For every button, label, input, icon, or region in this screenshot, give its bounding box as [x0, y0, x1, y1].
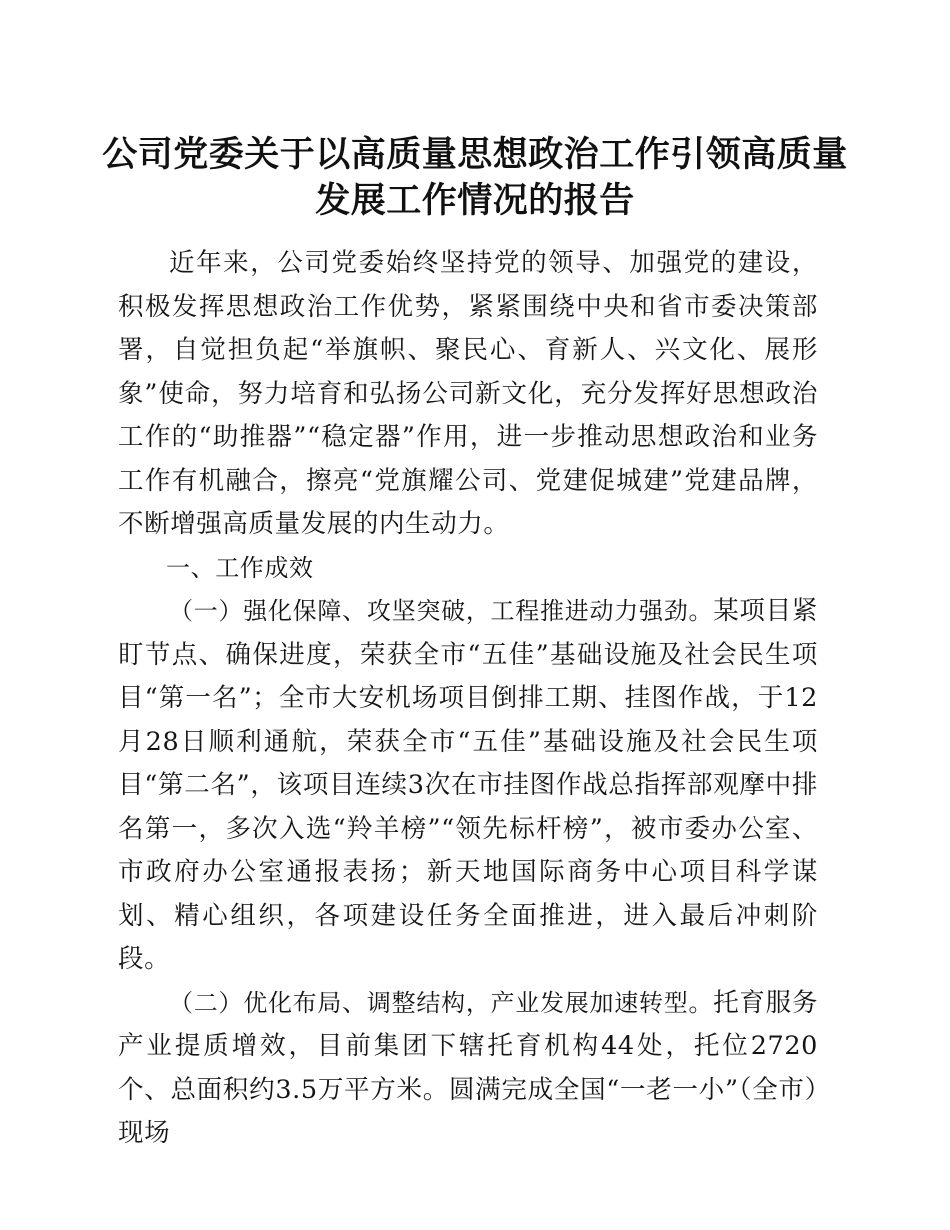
item-1-heading: （一）强化保障、攻坚突破，工程推进动力强劲。 — [169, 597, 714, 625]
item-2-heading: （二）优化布局、调整结构，产业发展加速转型。 — [169, 988, 714, 1017]
item-1-body: 某项目紧盯节点、确保进度，荣获全市“五佳”基础设施及社会民生项目“第一名”；全市大安机场项目倒排工期、挂图作战，于12月28日顺利通航，荣获全市“五佳”基础设施及社会民生项目“第二名”，该项目连续3次在市挂图作战总指挥部观摩中排名第一，多次入选“羚羊榜”“领先标杆榜”，被市委办公室、市政府办公室通报表扬；新天地国际商务中心项目科学谋划、精心组织，各项建设任务全面推进，进入最后冲刺阶段。 — [118, 596, 818, 974]
item-2-paragraph — [118, 982, 818, 1156]
document-title: 公司党委关于以高质量思想政治工作引领高质量发展工作情况的报告 — [102, 134, 848, 221]
document-body — [118, 242, 818, 1156]
section-heading-work-results: 一、工作成效 — [166, 553, 314, 582]
item-2-body: 托育服务产业提质增效，目前集团下辖托育机构44处，托位2720个、总面积约3.5万平方米。圆满完成全国“一老一小”（全市）现场 — [118, 987, 818, 1148]
item-1-paragraph — [118, 590, 818, 982]
intro-paragraph: 近年来，公司党委始终坚持党的领导、加强党的建设，积极发挥思想政治工作优势，紧紧围绕中央和省市委决策部署，自觉担负起“举旗帜、聚民心、育新人、兴文化、展形象”使命，努力培育和弘扬公司新文化，充分发挥好思想政治工作的“助推器”“稳定器”作用，进一步推动思想政治和业务工作有机融合，擦亮“党旗耀公司、党建促城建”党建品牌，不断增强高质量发展的内生动力。 — [118, 248, 818, 539]
